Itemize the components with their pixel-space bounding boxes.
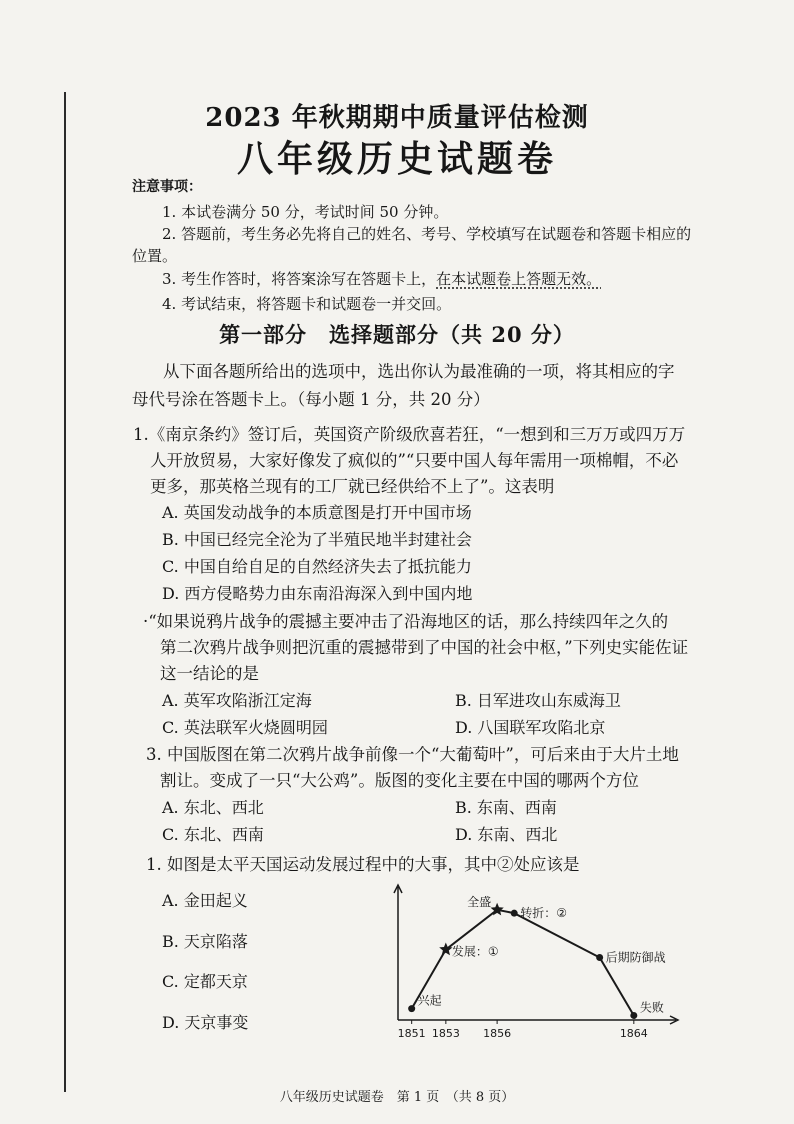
question-4-option-b: B. 天京陷落 [162,932,248,951]
section-instruction: 从下面各题所给出的选项中，选出你认为最准确的一项，将其相应的字 [163,362,675,381]
question-2-stem: 第二次鸦片战争则把沉重的震撼带到了中国的社会中枢，”下列史实能佐证 [160,638,689,657]
series-line [412,910,634,1016]
question-1-option-b: B. 中国已经完全沦为了半殖民地半封建社会 [162,530,472,549]
star-point [439,943,452,956]
notes-heading: 注意事项： [132,179,202,195]
binding-margin-line [64,92,66,1092]
page-footer: 八年级历史试题卷 第 1 页 （共 8 页） [279,1090,515,1105]
question-2-text: “如果说鸦片战争的震撼主要冲击了沿海地区的话，那么持续四年之久的 [148,612,669,631]
question-1-option-d: D. 西方侵略势力由东南沿海深入到中国内地 [162,584,473,603]
data-point [630,1012,637,1019]
exam-title: 2023 年秋期期中质量评估检测 [205,103,589,133]
x-tick-label: 1856 [483,1027,512,1040]
note-item: 4. 考试结束，将答题卡和试题卷一并交回。 [162,295,452,313]
question-4-option-d: D. 天京事变 [162,1013,249,1032]
note-item [162,268,601,289]
exam-subtitle: 八年级历史试题卷 [236,138,557,180]
question-1-option-c: C. 中国自给自足的自然经济失去了抵抗能力 [162,557,472,576]
question-4-stem: 1. 如图是太平天国运动发展过程中的大事，其中②处应该是 [146,855,580,874]
question-2-option-d: D. 八国联军攻陷北京 [455,718,606,737]
question-2-stem [143,608,668,632]
point-label: 全盛 [467,894,492,909]
question-1-stem: 更多，那英格兰现有的工厂就已经供给不上了”。这表明 [150,477,555,496]
question-4-option-c: C. 定都天京 [162,972,248,991]
point-label: 后期防御战 [605,950,666,965]
question-1-stem: 人开放贸易，大家好像发了疯似的”“只要中国人每年需用一项棉帽，不必 [150,451,679,470]
x-tick-label: 1864 [619,1027,648,1040]
data-point [596,954,603,961]
note-item: 1. 本试卷满分 50 分，考试时间 50 分钟。 [162,203,449,221]
question-3-stem: 割让。变成了一只“大公鸡”。版图的变化主要在中国的哪两个方位 [160,771,639,790]
x-tick-label: 1851 [397,1027,426,1040]
x-tick-label: 1853 [431,1027,460,1040]
point-label: 发展：① [451,944,499,959]
question-3-option-d: D. 东南、西北 [455,825,558,844]
data-point [408,1005,415,1012]
question-2-option-c: C. 英法联军火烧圆明园 [162,718,328,737]
question-3-option-c: C. 东北、西南 [162,825,264,844]
question-1-option-a: A. 英国发动战争的本质意图是打开中国市场 [162,503,472,522]
question-3-option-b: B. 东南、西南 [455,798,557,817]
question-2-option-a: A. 英军攻陷浙江定海 [162,691,312,710]
question-2-number-mark: · [143,612,149,631]
section-instruction: 母代号涂在答题卡上。（每小题 1 分，共 20 分） [132,390,490,409]
point-label: 兴起 [417,993,442,1008]
question-4-option-a: A. 金田起义 [162,891,248,910]
data-point [511,910,518,917]
taiping-timeline-chart [360,880,690,1040]
question-2-stem: 这一结论的是 [160,664,259,683]
note-text: 3. 考生作答时，将答案涂写在答题卡上， [162,270,437,288]
point-label: 转折：② [520,906,567,921]
note-emphasis: 在本试题卷上答题无效。 [436,270,602,288]
question-2-option-b: B. 日军进攻山东威海卫 [455,691,621,710]
note-item-continued: 位置。 [132,247,178,265]
question-3-option-a: A. 东北、西北 [162,798,264,817]
note-item: 2. 答题前，考生务必先将自己的姓名、考号、学校填写在试题卷和答题卡相应的 [162,225,692,243]
section-title: 第一部分 选择题部分（共 20 分） [219,322,575,347]
question-1-stem: 1.《南京条约》签订后，英国资产阶级欣喜若狂，“一想到和三万万或四万万 [133,425,686,444]
question-3-stem: 3. 中国版图在第二次鸦片战争前像一个“大葡萄叶”，可后来由于大片土地 [146,745,679,764]
point-label: 失败 [639,1000,664,1015]
